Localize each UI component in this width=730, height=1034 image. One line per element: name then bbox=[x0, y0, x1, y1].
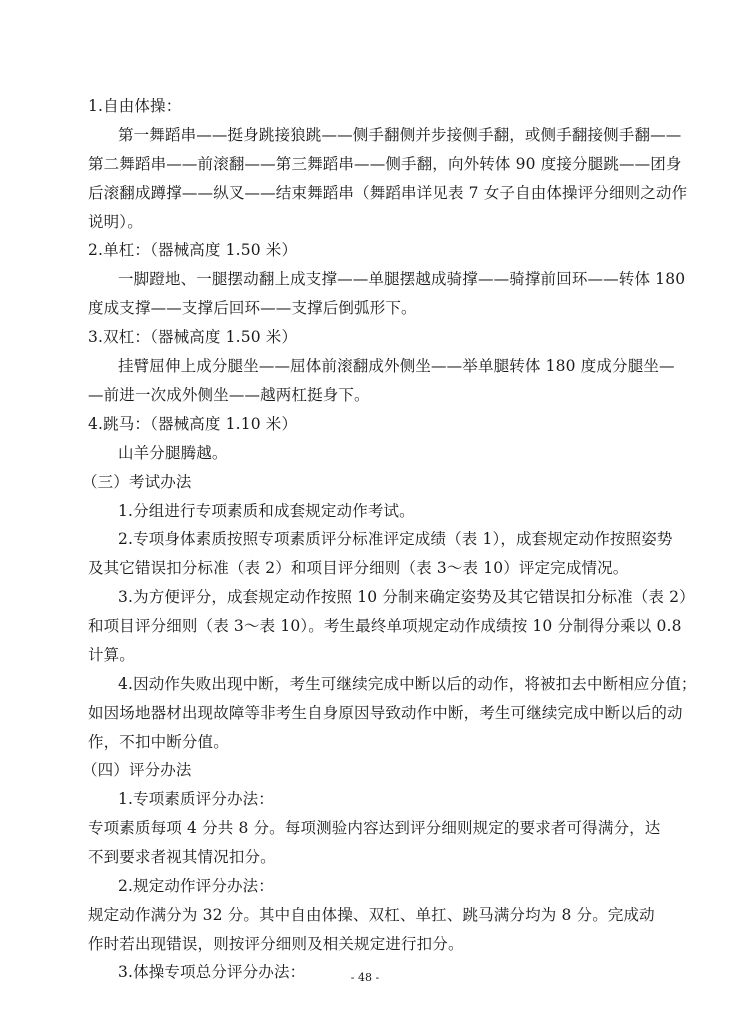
text-line: 4.因动作失败出现中断，考生可继续完成中断以后的动作，将被扣去中断相应分值； bbox=[118, 675, 697, 693]
section-heading-scoring-method: （四）评分办法 bbox=[82, 761, 192, 779]
vault-heading: 4.跳马：（器械高度 1.10 米） bbox=[88, 415, 298, 433]
text-line: 3.为方便评分，成套规定动作按照 10 分制来确定姿势及其它错误扣分标准（表 2） bbox=[118, 588, 695, 606]
text-line: 不到要求者视其情况扣分。 bbox=[88, 848, 276, 866]
text-line: 一脚蹬地、一腿摆动翻上成支撑——单腿摆越成骑撑——骑撑前回环——转体 180 bbox=[118, 270, 686, 288]
text-line: 1.专项素质评分办法： bbox=[118, 790, 274, 808]
text-line: 计算。 bbox=[88, 646, 135, 664]
text-line: 及其它错误扣分标准（表 2）和项目评分细则（表 3～表 10）评定完成情况。 bbox=[88, 559, 629, 577]
horizontal-bar-heading: 2.单杠：（器械高度 1.50 米） bbox=[88, 241, 298, 259]
text-line: 山羊分腿腾越。 bbox=[118, 444, 228, 462]
text-line: 作时若出现错误，则按评分细则及相关规定进行扣分。 bbox=[88, 935, 464, 953]
text-line: 作，不扣中断分值。 bbox=[88, 733, 229, 751]
text-line: 2.专项身体素质按照专项素质评分标准评定成绩（表 1），成套规定动作按照姿势 bbox=[118, 530, 673, 548]
text-line: 第一舞蹈串——挺身跳接狼跳——侧手翻侧并步接侧手翻，或侧手翻接侧手翻—— bbox=[118, 126, 682, 144]
floor-exercise-heading: 1.自由体操： bbox=[88, 97, 182, 115]
text-line: 2.规定动作评分办法： bbox=[118, 877, 274, 895]
text-line: 说明）。 bbox=[88, 213, 143, 231]
text-line: 挂臂屈伸上成分腿坐——屈体前滚翻成外侧坐——举单腿转体 180 度成分腿坐— bbox=[118, 357, 675, 375]
parallel-bars-heading: 3.双杠：（器械高度 1.50 米） bbox=[88, 328, 298, 346]
section-heading-exam-method: （三）考试办法 bbox=[82, 473, 192, 491]
text-line: 专项素质每项 4 分共 8 分。每项测验内容达到评分细则规定的要求者可得满分，达 bbox=[88, 819, 661, 837]
text-line: 和项目评分细则（表 3～表 10）。考生最终单项规定动作成绩按 10 分制得分乘以 0.8 bbox=[88, 617, 682, 635]
text-line: 度成支撑——支撑后回环——支撑后倒弧形下。 bbox=[88, 299, 417, 317]
text-line: 第二舞蹈串——前滚翻——第三舞蹈串——侧手翻，向外转体 90 度接分腿跳——团身 bbox=[88, 155, 682, 173]
text-line: 后滚翻成蹲撑——纵叉——结束舞蹈串（舞蹈串详见表 7 女子自由体操评分细则之动作 bbox=[88, 184, 688, 202]
text-line: 如因场地器材出现故障等非考生自身原因导致动作中断，考生可继续完成中断以后的动 bbox=[88, 704, 683, 722]
text-line: 3.体操专项总分评分办法： bbox=[118, 963, 306, 981]
page-number: - 48 - bbox=[350, 971, 380, 984]
text-line: 规定动作满分为 32 分。其中自由体操、双杠、单扛、跳马满分均为 8 分。完成动 bbox=[88, 906, 655, 924]
text-line: —前进一次成外侧坐——越两杠挺身下。 bbox=[88, 386, 370, 404]
text-line: 1.分组进行专项素质和成套规定动作考试。 bbox=[118, 502, 415, 520]
